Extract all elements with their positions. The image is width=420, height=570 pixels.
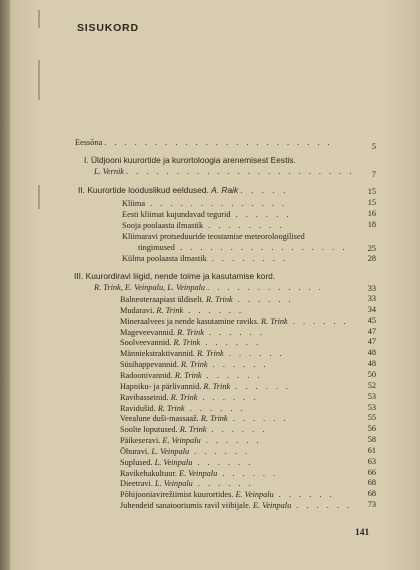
- toc-leader-dots: . . . . . .: [273, 490, 335, 500]
- toc-leader-dots: . . . . . .: [207, 360, 269, 370]
- toc-leader-dots: . . . . . .: [200, 338, 262, 348]
- section-author: A. Raik: [211, 185, 239, 195]
- toc-section-1-author-line: [94, 166, 354, 177]
- toc-leader-dots: . . . . . . . . . . . .: [207, 283, 324, 292]
- page-title: SISUKORD: [77, 22, 139, 34]
- toc-item: [120, 348, 285, 359]
- toc-item: [122, 231, 305, 242]
- toc-item-author: E. Veinpalu: [252, 501, 292, 511]
- toc-item-author: R. Trink: [174, 370, 202, 380]
- toc-item-author: L. Veinpalu: [154, 457, 193, 467]
- toc-item-label: Kliimaravi protseduuride teostamise meteoroloogilised: [122, 232, 305, 241]
- section-numeral: I.: [84, 155, 89, 165]
- toc-page-number: 48: [367, 359, 376, 369]
- toc-item-label: Mudaravi.: [120, 305, 155, 315]
- toc-item-label: Soolte loputused.: [120, 425, 178, 435]
- toc-leader-dots: . . . . . .: [192, 479, 254, 489]
- toc-leader-dots: . . . . . .: [200, 436, 262, 446]
- toc-item-label: Mineraalvees ja nende kasutamine raviks.: [120, 316, 259, 326]
- toc-leader-dots: . . . . . . . . . . . . . .: [145, 199, 288, 208]
- toc-item: [120, 478, 254, 489]
- section-numeral: III.: [74, 271, 84, 281]
- toc-page-number: 16: [367, 209, 376, 218]
- toc-item-label: Külma poolaasta ilmastik: [122, 254, 207, 263]
- toc-item: [120, 468, 278, 479]
- toc-item-label: Ravibasseinid.: [120, 392, 169, 402]
- toc-item: [122, 253, 288, 264]
- toc-leader-dots: . . . . .: [240, 185, 289, 195]
- toc-page-number: 15: [367, 187, 376, 196]
- toc-item: [120, 316, 349, 327]
- toc-item-label: Sooja poolaasta ilmastik: [122, 221, 204, 230]
- toc-leader-dots: . . . . . .: [197, 392, 259, 402]
- toc-item-label: Eesti kliimat kujundavad tegurid: [122, 210, 231, 219]
- toc-leader-dots: . . . . . .: [184, 403, 246, 413]
- toc-item-label: Hapniku- ja pärlivannid.: [120, 381, 202, 391]
- toc-item-label: Dieetravi.: [120, 479, 153, 489]
- toc-item-label: Mageveevannid.: [120, 327, 176, 337]
- toc-page-number: 28: [367, 254, 376, 263]
- toc-page-number: 25: [367, 244, 376, 253]
- toc-item-author: R. Trink: [205, 295, 233, 304]
- toc-leader-dots: . . . . . . . .: [203, 221, 285, 230]
- toc-page-number: 56: [367, 424, 376, 434]
- toc-section-2: [78, 185, 288, 196]
- toc-item: [122, 198, 287, 209]
- toc-item: [120, 359, 268, 370]
- section-title: Kuurordiravi liigid, nende toime ja kasutamise kord.: [85, 271, 276, 281]
- toc-item: [120, 424, 267, 435]
- toc-item-author: R. Trink: [157, 403, 185, 413]
- toc-page-number: 18: [367, 220, 376, 229]
- toc-item: [120, 305, 244, 316]
- toc-item: [120, 370, 263, 381]
- toc-leader-dots: . . . . . .: [201, 370, 263, 380]
- toc-page-number: 33: [367, 294, 376, 303]
- toc-item: [120, 392, 258, 403]
- toc-item-author: E. Veinpalu: [235, 490, 274, 500]
- toc-leader-dots: . . . . . .: [217, 468, 279, 478]
- toc-item-author: R. Trink: [170, 392, 198, 402]
- toc-page-number: 50: [367, 369, 376, 379]
- toc-item-label: Põhijooniavirežiimist kuurortides.: [120, 490, 234, 500]
- toc-item-author: R. Trink: [180, 360, 208, 370]
- toc-leader-dots: . . . . . .: [230, 381, 292, 391]
- toc-item: [120, 381, 291, 392]
- toc-leader-dots: . . . . . .: [206, 425, 268, 435]
- toc-page-number: 47: [367, 326, 376, 336]
- toc-item: [120, 435, 262, 446]
- toc-item-author: R. Trink: [261, 316, 288, 326]
- book-binding: [0, 0, 10, 570]
- toc-item-author: L. Veinpalu: [151, 446, 190, 456]
- toc-item-label: Suplused.: [120, 457, 153, 467]
- toc-item-author: R. Trink: [173, 338, 201, 348]
- toc-item-label: Männiekstraktivannid.: [120, 349, 195, 359]
- toc-page-number: 53: [367, 402, 376, 412]
- toc-page-number: 33: [367, 284, 376, 293]
- toc-item-label: Kliima: [122, 199, 146, 208]
- toc-entry-foreword: [75, 137, 333, 148]
- toc-page-number: 68: [367, 489, 376, 499]
- toc-item-author: R. Trink: [179, 425, 207, 435]
- section-authors: R. Trink, E. Veinpalu, L. Veinpalu: [94, 283, 206, 292]
- toc-item-label: Päikeseravi.: [120, 436, 161, 446]
- toc-item-label: Ravidušid.: [120, 403, 156, 413]
- toc-leader-dots: . . . . . .: [192, 457, 254, 467]
- toc-page-number: 68: [367, 478, 376, 488]
- toc-leader-dots: . . . . . . . .: [206, 254, 288, 263]
- toc-item-label: Õhuravi.: [120, 446, 150, 456]
- toc-page-number: 63: [367, 456, 376, 466]
- toc-item: [120, 327, 265, 338]
- toc-leader-dots: . . . . . . . . . . . . . . . . . . . . . . .: [126, 167, 355, 176]
- toc-page-number: 15: [367, 198, 376, 207]
- toc-page-number: 52: [367, 380, 376, 390]
- section-title: Kuurortide looduslikud eeldused.: [87, 185, 209, 195]
- section-numeral: II.: [78, 185, 85, 195]
- toc-leader-dots: . . . . . .: [232, 295, 294, 304]
- toc-item-label: Juhendeid sanatooriumis ravil viibijale.: [120, 501, 251, 511]
- toc-page-number: 61: [367, 445, 376, 455]
- page-number: 141: [355, 528, 370, 538]
- toc-page-number: 5: [371, 142, 376, 151]
- toc-item: [122, 209, 291, 220]
- toc-leader-dots: . . . . . .: [287, 316, 349, 326]
- toc-leader-dots: . . . . . .: [230, 210, 292, 219]
- toc-leader-dots: . . . . . .: [183, 305, 245, 315]
- toc-section-1: [84, 155, 296, 166]
- toc-item: [120, 446, 250, 457]
- toc-item-continuation: [138, 242, 347, 253]
- toc-item-author: E. Veinpalu: [179, 468, 218, 478]
- toc-leader-dots: . . . . . .: [227, 414, 289, 424]
- toc-page-number: 7: [371, 170, 376, 179]
- toc-section-3: [74, 271, 275, 282]
- toc-page-number: 47: [367, 337, 376, 347]
- toc-leader-dots: . . . . . . . . . . . . . . . . . . . . . . .: [104, 138, 333, 147]
- page-mark: [38, 60, 40, 100]
- toc-leader-dots: . . . . . . . . . . . . . . . . .: [174, 243, 348, 252]
- toc-item-label: Ravikehakultuur.: [120, 468, 177, 478]
- toc-page-number: 73: [367, 500, 376, 510]
- toc-item-label: tingimused: [138, 243, 175, 252]
- section-author: L. Vernik: [94, 167, 124, 176]
- toc-item-label: Süsihappevannid.: [120, 360, 179, 370]
- toc-item-author: R. Trink: [200, 414, 228, 424]
- toc-page-number: 34: [367, 304, 376, 314]
- toc-page-number: 53: [367, 391, 376, 401]
- toc-item-author: R. Trink: [203, 381, 231, 391]
- toc-item-author: R. Trink: [177, 327, 204, 337]
- toc-item-author: E. Veinpalu: [162, 436, 201, 446]
- toc-item: [120, 489, 335, 500]
- toc-item-author: R. Trink: [156, 305, 184, 315]
- toc-item-author: R. Trink: [196, 349, 224, 359]
- toc-page-number: 66: [367, 467, 376, 477]
- toc-leader-dots: . . . . . .: [291, 501, 353, 511]
- page-mark: [38, 185, 40, 209]
- toc-page-number: 48: [367, 348, 376, 358]
- toc-leader-dots: . . . . . .: [189, 446, 251, 456]
- toc-page-number: 45: [367, 315, 376, 325]
- toc-item-label: Radoonivannid.: [120, 370, 173, 380]
- page-mark: [38, 10, 40, 28]
- toc-item: [120, 337, 261, 348]
- toc-item-author: L. Veinpalu: [155, 479, 193, 489]
- toc-leader-dots: . . . . . .: [203, 327, 265, 337]
- toc-item: [120, 413, 289, 424]
- toc-page-number: 58: [367, 435, 376, 445]
- toc-item: [120, 403, 245, 414]
- toc-item: [122, 220, 284, 231]
- toc-leader-dots: . . . . . .: [223, 349, 285, 359]
- toc-item-label: Veealune duši-massaaž.: [120, 414, 199, 424]
- toc-item-label: Soolveevannid.: [120, 338, 172, 348]
- section-title: Üldjooni kuurortide ja kurortoloogia arenemisest Eestis.: [90, 155, 296, 165]
- toc-page-number: 55: [367, 413, 376, 423]
- toc-entry-label: Eessõna: [75, 138, 103, 147]
- toc-item-label: Balneoteraapiast üldiselt.: [120, 295, 204, 304]
- toc-item: [120, 294, 294, 305]
- toc-item: [120, 500, 352, 511]
- toc-section-3-authors-line: [94, 282, 324, 293]
- toc-item: [120, 457, 253, 468]
